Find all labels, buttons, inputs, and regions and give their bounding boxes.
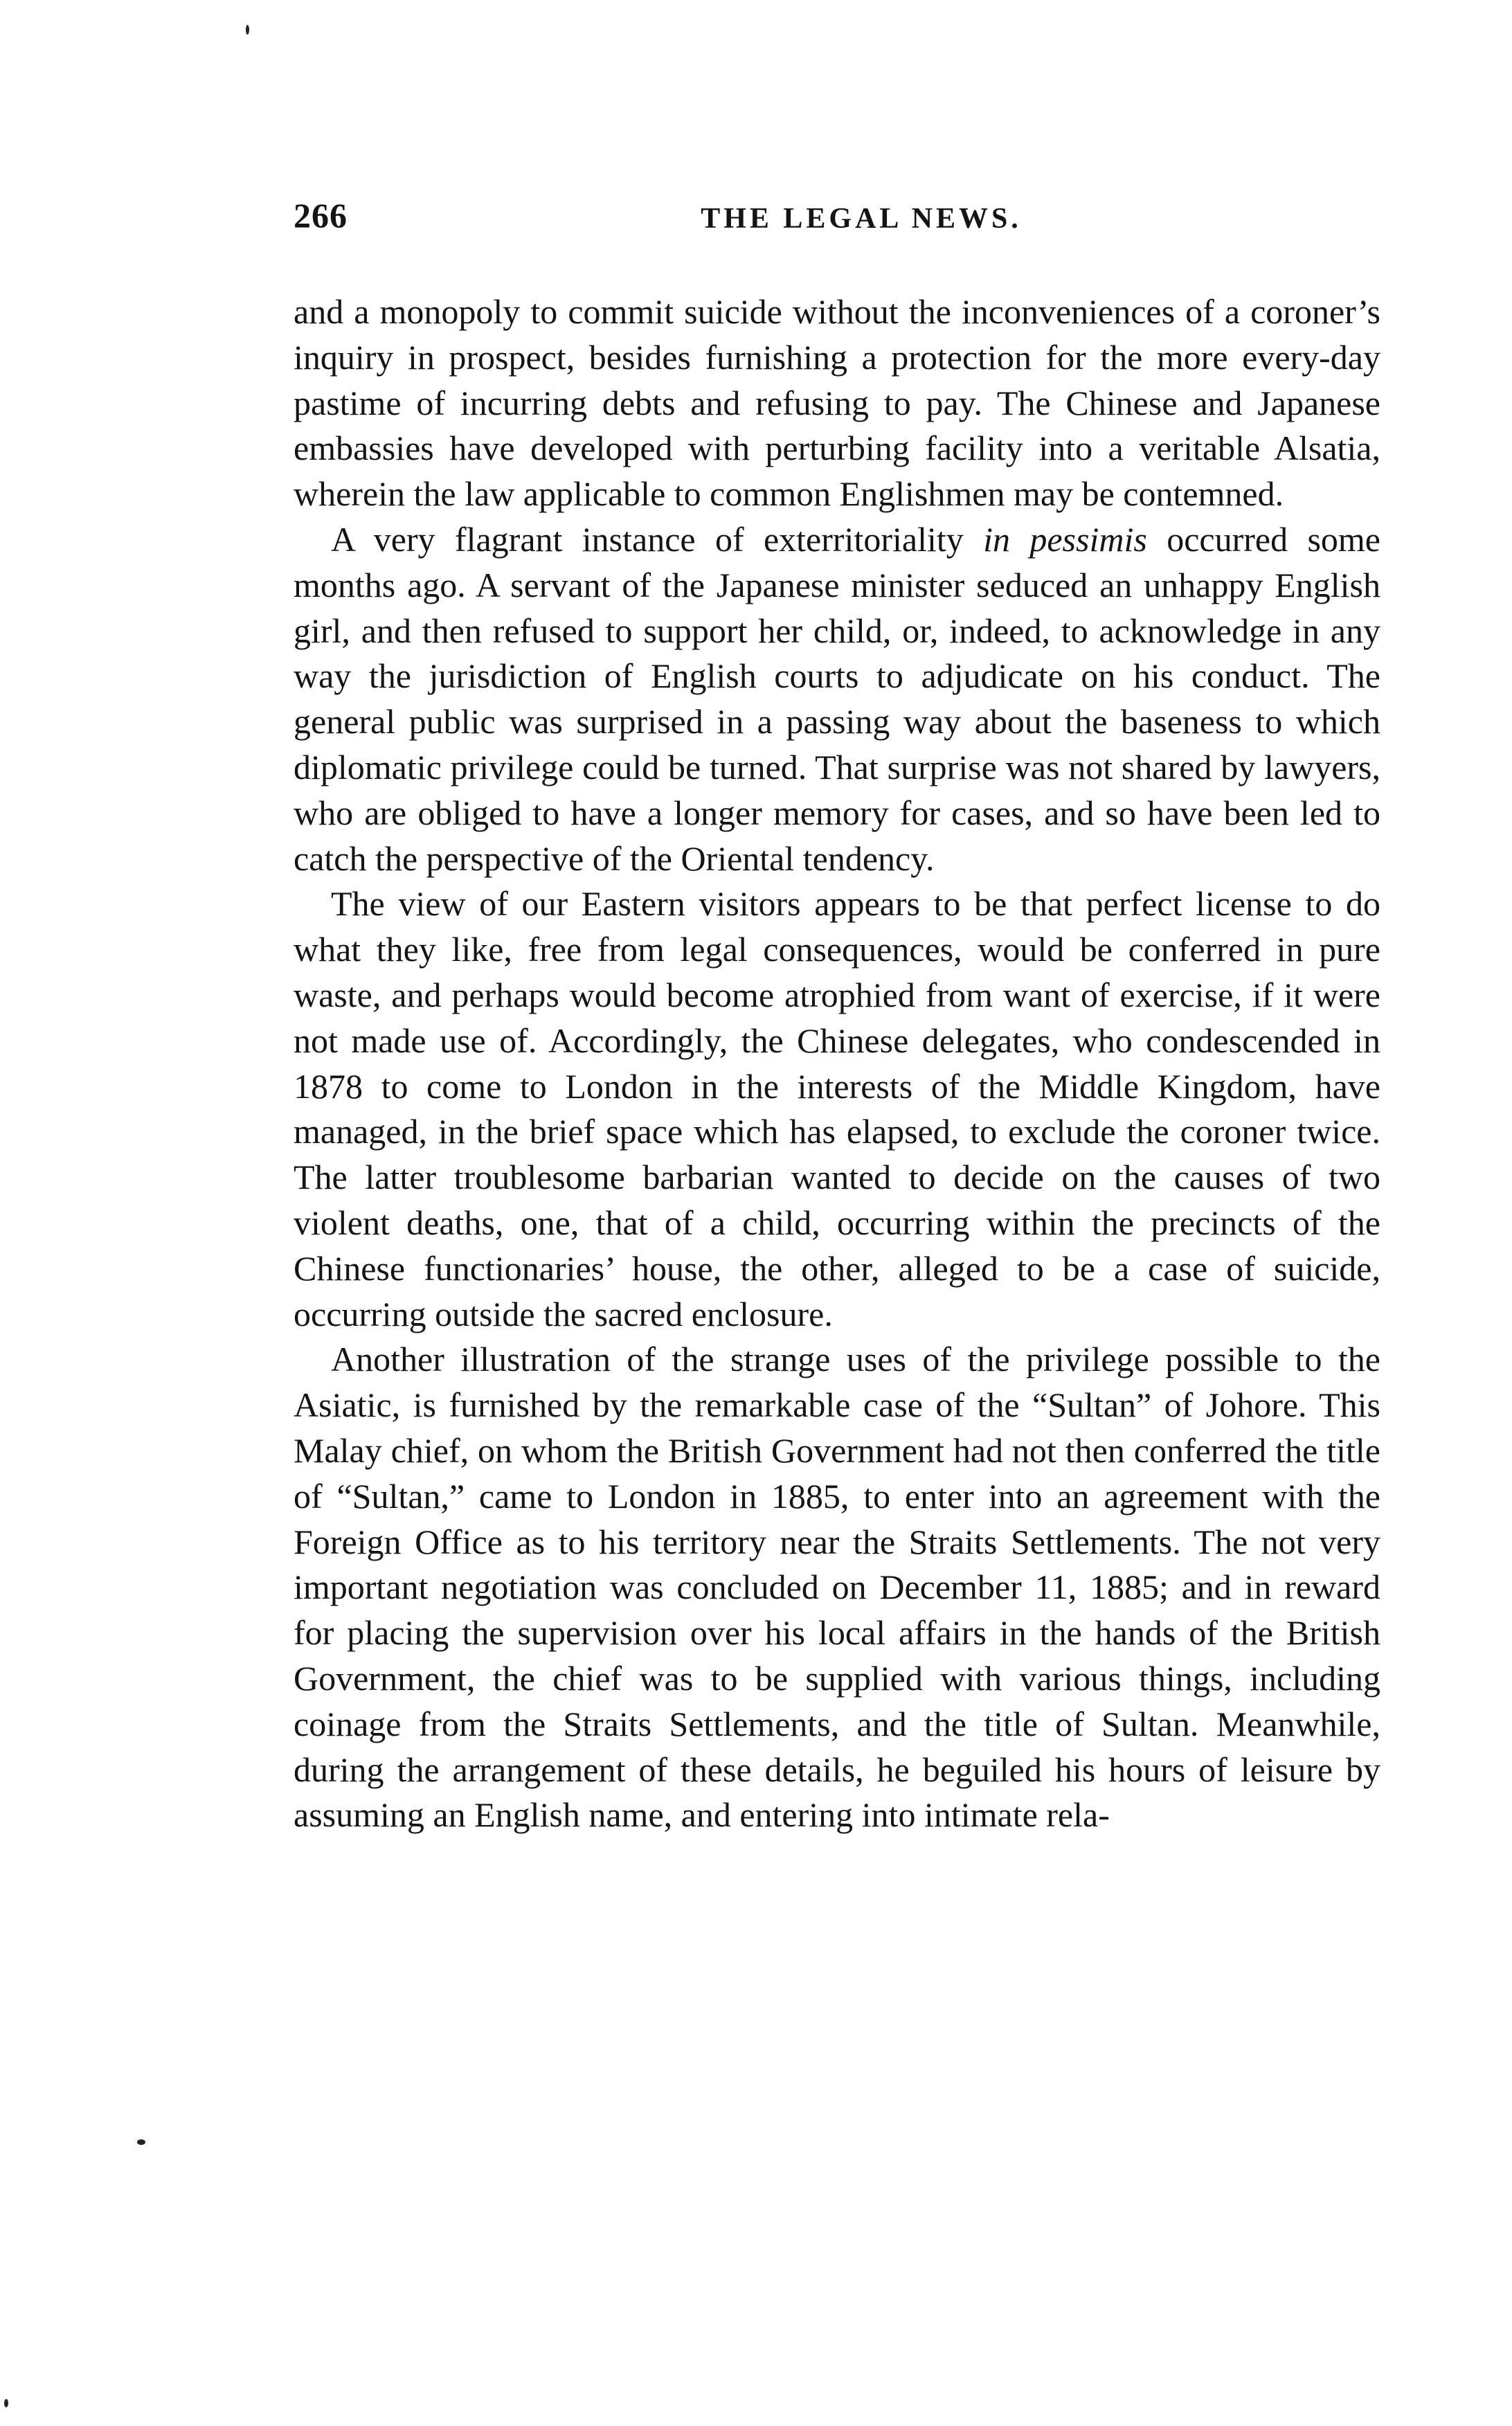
paragraph-2 [294, 517, 1380, 881]
paragraph-1: and a monopoly to commit suicide without the inconveniences of a coroner’s inquiry in prospect, besides furnishing a protection for the more every-day pastime of incurring debts and refusing to pay. The Chinese and Japanese embassies have developed with perturbing facility into a veritable Alsatia, wherein the law applicable to common Englishmen may be contemned. [294, 292, 1380, 514]
paragraph-4: Another illustration of the strange uses of the privilege possible to the Asiatic, is furnished by the remarkable case of the “Sultan” of Johore. This Malay chief, on whom the British Government had not then conferred the title of “Sultan,” came to London in 1885, to enter into an agreement with the Foreign Office as to his territory near the Straits Settlements. The not very important negotiation was concluded on December 11, 1885; and in reward for placing the supervision over his local affairs in the hands of the British Government, the chief was to be supplied with various things, including coinage from the Straits Settlements, and the title of Sultan. Meanwhile, during the arrangement of these details, he beguiled his hours of leisure by assuming an English name, and entering into intimate rela- [294, 1340, 1380, 1835]
paragraph-3: The view of our Eastern visitors appears to be that perfect license to do what they like, free from legal consequences, would be conferred in pure waste, and perhaps would become atrophied from want of exercise, if it were not made use of. Accordingly, the Chinese delegates, who condescended in 1878 to come to London in the interests of the Middle Kingdom, have managed, in the brief space which has elapsed, to exclude the coroner twice. The latter troublesome barbarian wanted to decide on the causes of two violent deaths, one, that of a child, occurring within the precincts of the Chinese functionaries’ house, the other, alleged to be a case of suicide, occurring outside the sacred enclosure. [294, 884, 1380, 1333]
paragraph-2-text-start: A very flagrant instance of exterritoriality [331, 519, 984, 559]
paragraph-2-italic-phrase: in pessimis [983, 519, 1147, 559]
page-header [294, 195, 1380, 251]
scan-speck [4, 2399, 8, 2407]
body-text [294, 289, 1380, 1838]
page-number: 266 [294, 196, 348, 235]
running-title: THE LEGAL NEWS. [701, 203, 1022, 235]
scan-speck [246, 25, 249, 35]
scan-speck [137, 2139, 145, 2145]
paragraph-2-text-end: occurred some months ago. A servant of the Japanese minister seduced an unhappy English girl, and then refused to support her child, or, indeed, to acknowledge in any way the jurisdiction of English courts to adjudicate on his conduct. The general public was surprised in a passing way about the baseness to which diplomatic privilege could be turned. That surprise was not shared by lawyers, who are obliged to have a longer memory for cases, and so have been led to catch the perspective of the Oriental tendency. [294, 519, 1380, 878]
